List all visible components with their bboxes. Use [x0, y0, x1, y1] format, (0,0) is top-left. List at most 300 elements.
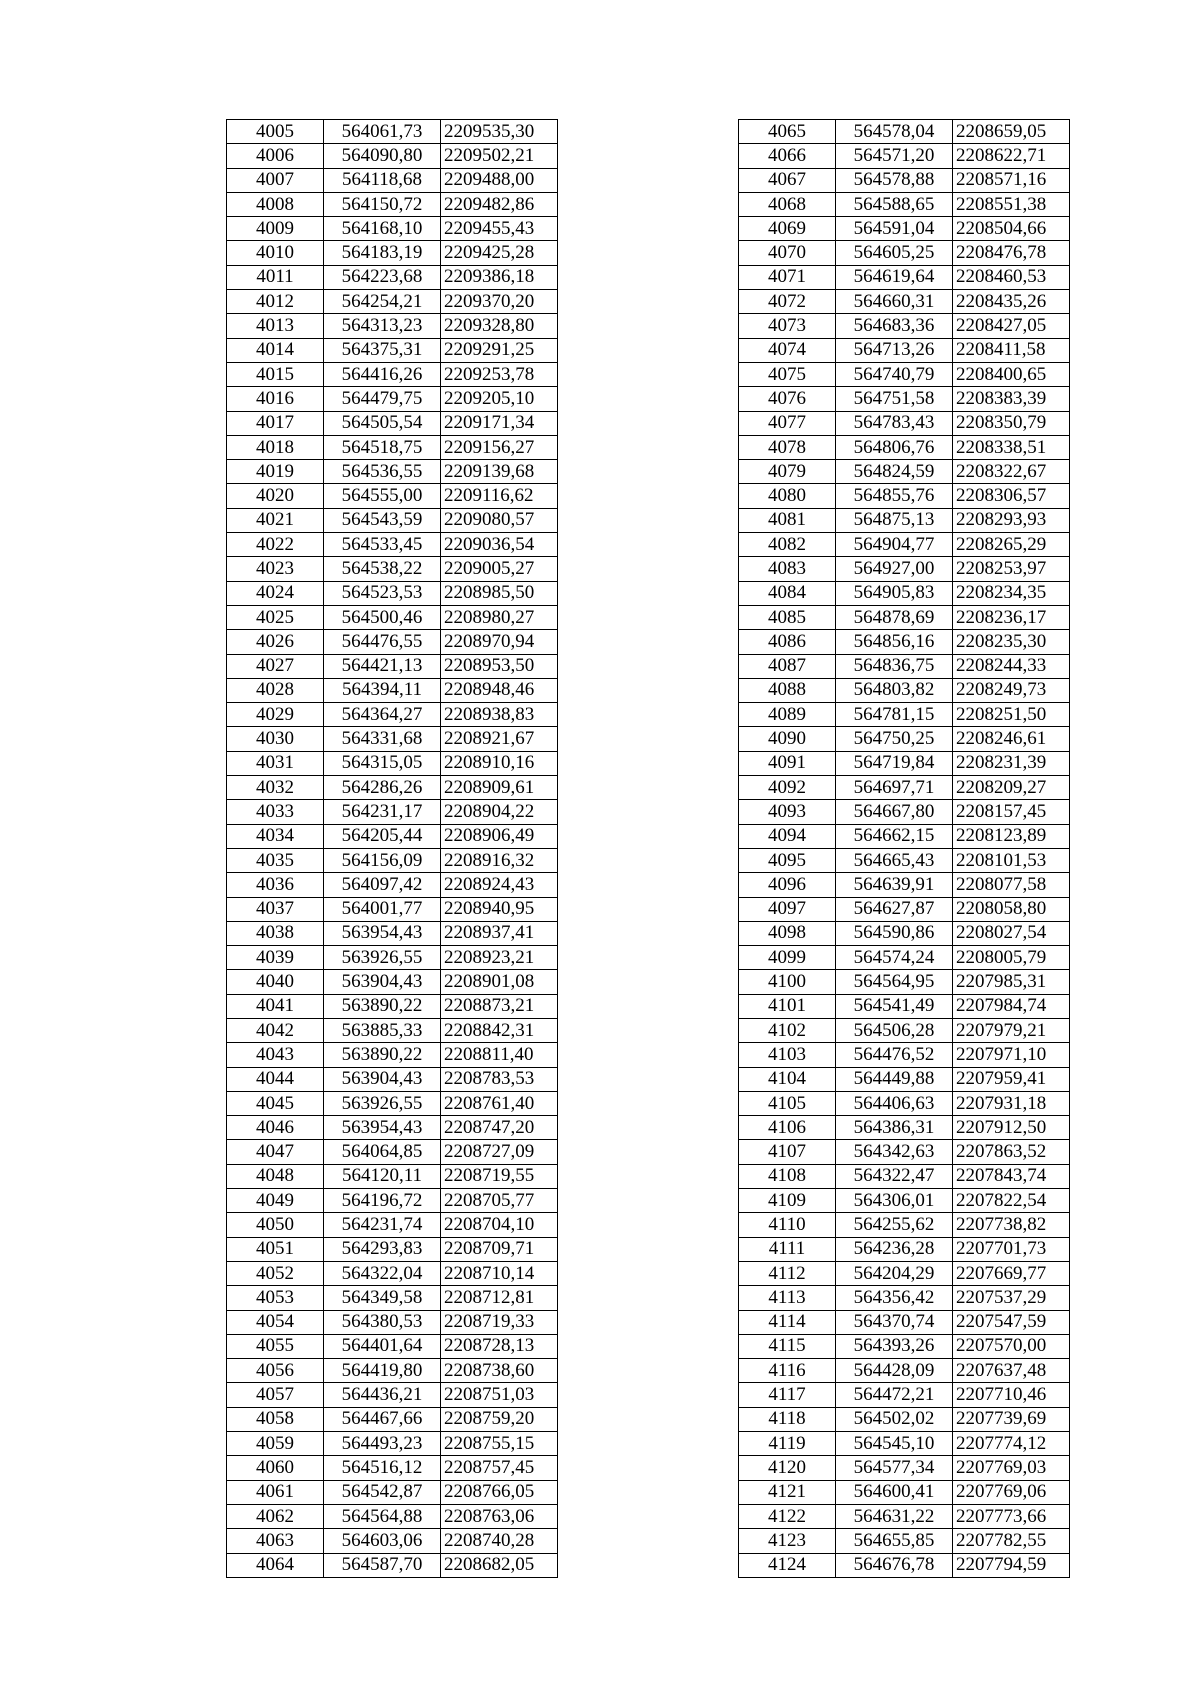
point-number-cell: 4101 — [739, 994, 836, 1018]
table-row — [739, 800, 1070, 824]
table-row — [227, 484, 558, 508]
table-row — [227, 654, 558, 678]
y-coordinate-cell: 2208253,97 — [953, 557, 1070, 581]
y-coordinate-cell: 2209036,54 — [441, 533, 558, 557]
point-number-cell: 4070 — [739, 241, 836, 265]
table-row — [227, 776, 558, 800]
y-coordinate-cell: 2208740,28 — [441, 1529, 558, 1553]
y-coordinate-cell: 2208757,45 — [441, 1456, 558, 1480]
x-coordinate-cell: 564571,20 — [836, 144, 953, 168]
y-coordinate-cell: 2209171,34 — [441, 411, 558, 435]
x-coordinate-cell: 564061,73 — [324, 120, 441, 144]
x-coordinate-cell: 564740,79 — [836, 362, 953, 386]
x-coordinate-cell: 564331,68 — [324, 727, 441, 751]
x-coordinate-cell: 564476,52 — [836, 1043, 953, 1067]
x-coordinate-cell: 564476,55 — [324, 630, 441, 654]
y-coordinate-cell: 2208738,60 — [441, 1359, 558, 1383]
x-coordinate-cell: 563885,33 — [324, 1018, 441, 1042]
point-number-cell: 4043 — [227, 1043, 324, 1067]
table-row — [227, 703, 558, 727]
point-number-cell: 4034 — [227, 824, 324, 848]
y-coordinate-cell: 2207774,12 — [953, 1432, 1070, 1456]
point-number-cell: 4008 — [227, 192, 324, 216]
y-coordinate-cell: 2208719,33 — [441, 1310, 558, 1334]
point-number-cell: 4123 — [739, 1529, 836, 1553]
point-number-cell: 4045 — [227, 1091, 324, 1115]
point-number-cell: 4014 — [227, 338, 324, 362]
point-number-cell: 4010 — [227, 241, 324, 265]
y-coordinate-cell: 2208435,26 — [953, 290, 1070, 314]
table-row — [227, 314, 558, 338]
table-row — [227, 1407, 558, 1431]
x-coordinate-cell: 564467,66 — [324, 1407, 441, 1431]
x-coordinate-cell: 564627,87 — [836, 897, 953, 921]
point-number-cell: 4098 — [739, 921, 836, 945]
table-row — [739, 1529, 1070, 1553]
table-row — [227, 605, 558, 629]
table-row — [227, 921, 558, 945]
x-coordinate-cell: 564600,41 — [836, 1480, 953, 1504]
x-coordinate-cell: 564449,88 — [836, 1067, 953, 1091]
x-coordinate-cell: 564416,26 — [324, 362, 441, 386]
y-coordinate-cell: 2208763,06 — [441, 1504, 558, 1528]
y-coordinate-cell: 2207863,52 — [953, 1140, 1070, 1164]
y-coordinate-cell: 2208909,61 — [441, 776, 558, 800]
table-row — [739, 776, 1070, 800]
table-row — [739, 605, 1070, 629]
point-number-cell: 4092 — [739, 776, 836, 800]
x-coordinate-cell: 564375,31 — [324, 338, 441, 362]
table-row — [739, 217, 1070, 241]
point-number-cell: 4038 — [227, 921, 324, 945]
x-coordinate-cell: 564750,25 — [836, 727, 953, 751]
y-coordinate-cell: 2208101,53 — [953, 848, 1070, 872]
y-coordinate-cell: 2208970,94 — [441, 630, 558, 654]
y-coordinate-cell: 2208921,67 — [441, 727, 558, 751]
point-number-cell: 4065 — [739, 120, 836, 144]
point-number-cell: 4025 — [227, 605, 324, 629]
x-coordinate-cell: 563904,43 — [324, 1067, 441, 1091]
y-coordinate-cell: 2209370,20 — [441, 290, 558, 314]
y-coordinate-cell: 2209156,27 — [441, 435, 558, 459]
table-row — [739, 751, 1070, 775]
point-number-cell: 4090 — [739, 727, 836, 751]
x-coordinate-cell: 564875,13 — [836, 508, 953, 532]
x-coordinate-cell: 564097,42 — [324, 873, 441, 897]
x-coordinate-cell: 564406,63 — [836, 1091, 953, 1115]
table-row — [739, 1043, 1070, 1067]
x-coordinate-cell: 564605,25 — [836, 241, 953, 265]
y-coordinate-cell: 2208709,71 — [441, 1237, 558, 1261]
x-coordinate-cell: 564878,69 — [836, 605, 953, 629]
x-coordinate-cell: 563890,22 — [324, 994, 441, 1018]
table-row — [227, 800, 558, 824]
y-coordinate-cell: 2208234,35 — [953, 581, 1070, 605]
point-number-cell: 4113 — [739, 1286, 836, 1310]
point-number-cell: 4011 — [227, 265, 324, 289]
x-coordinate-cell: 564394,11 — [324, 678, 441, 702]
table-row — [227, 338, 558, 362]
x-coordinate-cell: 564364,27 — [324, 703, 441, 727]
point-number-cell: 4055 — [227, 1334, 324, 1358]
point-number-cell: 4021 — [227, 508, 324, 532]
x-coordinate-cell: 564541,49 — [836, 994, 953, 1018]
point-number-cell: 4051 — [227, 1237, 324, 1261]
table-row — [739, 1432, 1070, 1456]
x-coordinate-cell: 564545,10 — [836, 1432, 953, 1456]
y-coordinate-cell: 2207984,74 — [953, 994, 1070, 1018]
x-coordinate-cell: 564204,29 — [836, 1261, 953, 1285]
point-number-cell: 4121 — [739, 1480, 836, 1504]
x-coordinate-cell: 563890,22 — [324, 1043, 441, 1067]
table-row — [227, 581, 558, 605]
x-coordinate-cell: 564751,58 — [836, 387, 953, 411]
x-coordinate-cell: 564254,21 — [324, 290, 441, 314]
y-coordinate-cell: 2207912,50 — [953, 1116, 1070, 1140]
x-coordinate-cell: 564927,00 — [836, 557, 953, 581]
y-coordinate-cell: 2209116,62 — [441, 484, 558, 508]
y-coordinate-cell: 2208504,66 — [953, 217, 1070, 241]
x-coordinate-cell: 563954,43 — [324, 1116, 441, 1140]
y-coordinate-cell: 2208901,08 — [441, 970, 558, 994]
table-row — [739, 1140, 1070, 1164]
point-number-cell: 4124 — [739, 1553, 836, 1577]
y-coordinate-cell: 2209291,25 — [441, 338, 558, 362]
point-number-cell: 4068 — [739, 192, 836, 216]
x-coordinate-cell: 563926,55 — [324, 946, 441, 970]
x-coordinate-cell: 564781,15 — [836, 703, 953, 727]
table-row — [739, 1334, 1070, 1358]
y-coordinate-cell: 2208659,05 — [953, 120, 1070, 144]
table-row — [227, 387, 558, 411]
point-number-cell: 4056 — [227, 1359, 324, 1383]
y-coordinate-cell: 2207570,00 — [953, 1334, 1070, 1358]
x-coordinate-cell: 564574,24 — [836, 946, 953, 970]
table-row — [227, 994, 558, 1018]
point-number-cell: 4071 — [739, 265, 836, 289]
x-coordinate-cell: 564293,83 — [324, 1237, 441, 1261]
table-row — [227, 533, 558, 557]
y-coordinate-cell: 2208682,05 — [441, 1553, 558, 1577]
table-row — [739, 460, 1070, 484]
y-coordinate-cell: 2208235,30 — [953, 630, 1070, 654]
point-number-cell: 4058 — [227, 1407, 324, 1431]
table-row — [227, 873, 558, 897]
y-coordinate-cell: 2208350,79 — [953, 411, 1070, 435]
y-coordinate-cell: 2207769,06 — [953, 1480, 1070, 1504]
x-coordinate-cell: 564667,80 — [836, 800, 953, 824]
x-coordinate-cell: 564578,04 — [836, 120, 953, 144]
x-coordinate-cell: 564538,22 — [324, 557, 441, 581]
y-coordinate-cell: 2207979,21 — [953, 1018, 1070, 1042]
table-row — [739, 314, 1070, 338]
x-coordinate-cell: 564506,28 — [836, 1018, 953, 1042]
point-number-cell: 4036 — [227, 873, 324, 897]
table-row — [227, 751, 558, 775]
y-coordinate-cell: 2207547,59 — [953, 1310, 1070, 1334]
y-coordinate-cell: 2208231,39 — [953, 751, 1070, 775]
table-row — [227, 265, 558, 289]
y-coordinate-cell: 2208727,09 — [441, 1140, 558, 1164]
point-number-cell: 4015 — [227, 362, 324, 386]
table-row — [227, 1091, 558, 1115]
y-coordinate-cell: 2209488,00 — [441, 168, 558, 192]
table-row — [739, 1091, 1070, 1115]
point-number-cell: 4110 — [739, 1213, 836, 1237]
y-coordinate-cell: 2209535,30 — [441, 120, 558, 144]
y-coordinate-cell: 2208985,50 — [441, 581, 558, 605]
table-row — [739, 1189, 1070, 1213]
y-coordinate-cell: 2208747,20 — [441, 1116, 558, 1140]
x-coordinate-cell: 564231,17 — [324, 800, 441, 824]
table-row — [227, 1480, 558, 1504]
x-coordinate-cell: 564587,70 — [324, 1553, 441, 1577]
point-number-cell: 4023 — [227, 557, 324, 581]
x-coordinate-cell: 564588,65 — [836, 192, 953, 216]
table-row — [227, 1067, 558, 1091]
table-row — [739, 508, 1070, 532]
point-number-cell: 4106 — [739, 1116, 836, 1140]
x-coordinate-cell: 564590,86 — [836, 921, 953, 945]
point-number-cell: 4091 — [739, 751, 836, 775]
x-coordinate-cell: 564223,68 — [324, 265, 441, 289]
table-row — [227, 970, 558, 994]
x-coordinate-cell: 563904,43 — [324, 970, 441, 994]
point-number-cell: 4009 — [227, 217, 324, 241]
point-number-cell: 4032 — [227, 776, 324, 800]
point-number-cell: 4118 — [739, 1407, 836, 1431]
table-row — [739, 120, 1070, 144]
x-coordinate-cell: 564205,44 — [324, 824, 441, 848]
table-row — [227, 1334, 558, 1358]
x-coordinate-cell: 564064,85 — [324, 1140, 441, 1164]
point-number-cell: 4035 — [227, 848, 324, 872]
table-row — [227, 678, 558, 702]
point-number-cell: 4079 — [739, 460, 836, 484]
point-number-cell: 4119 — [739, 1432, 836, 1456]
x-coordinate-cell: 564555,00 — [324, 484, 441, 508]
x-coordinate-cell: 564306,01 — [836, 1189, 953, 1213]
y-coordinate-cell: 2208338,51 — [953, 435, 1070, 459]
x-coordinate-cell: 564380,53 — [324, 1310, 441, 1334]
table-row — [227, 897, 558, 921]
point-number-cell: 4012 — [227, 290, 324, 314]
point-number-cell: 4107 — [739, 1140, 836, 1164]
table-row — [227, 1553, 558, 1577]
point-number-cell: 4007 — [227, 168, 324, 192]
y-coordinate-cell: 2208923,21 — [441, 946, 558, 970]
x-coordinate-cell: 564591,04 — [836, 217, 953, 241]
y-coordinate-cell: 2208246,61 — [953, 727, 1070, 751]
x-coordinate-cell: 564631,22 — [836, 1504, 953, 1528]
x-coordinate-cell: 564401,64 — [324, 1334, 441, 1358]
table-row — [739, 1480, 1070, 1504]
point-number-cell: 4029 — [227, 703, 324, 727]
x-coordinate-cell: 564428,09 — [836, 1359, 953, 1383]
y-coordinate-cell: 2208400,65 — [953, 362, 1070, 386]
y-coordinate-cell: 2209205,10 — [441, 387, 558, 411]
point-number-cell: 4069 — [739, 217, 836, 241]
x-coordinate-cell: 564533,45 — [324, 533, 441, 557]
point-number-cell: 4057 — [227, 1383, 324, 1407]
point-number-cell: 4105 — [739, 1091, 836, 1115]
point-number-cell: 4072 — [739, 290, 836, 314]
y-coordinate-cell: 2207822,54 — [953, 1189, 1070, 1213]
point-number-cell: 4013 — [227, 314, 324, 338]
y-coordinate-cell: 2207794,59 — [953, 1553, 1070, 1577]
table-row — [227, 824, 558, 848]
point-number-cell: 4074 — [739, 338, 836, 362]
y-coordinate-cell: 2208937,41 — [441, 921, 558, 945]
x-coordinate-cell: 564856,16 — [836, 630, 953, 654]
table-row — [739, 1018, 1070, 1042]
point-number-cell: 4047 — [227, 1140, 324, 1164]
y-coordinate-cell: 2209502,21 — [441, 144, 558, 168]
y-coordinate-cell: 2207769,03 — [953, 1456, 1070, 1480]
table-row — [739, 1237, 1070, 1261]
table-row — [739, 1504, 1070, 1528]
point-number-cell: 4103 — [739, 1043, 836, 1067]
y-coordinate-cell: 2208728,13 — [441, 1334, 558, 1358]
point-number-cell: 4099 — [739, 946, 836, 970]
point-number-cell: 4078 — [739, 435, 836, 459]
y-coordinate-cell: 2208427,05 — [953, 314, 1070, 338]
point-number-cell: 4093 — [739, 800, 836, 824]
point-number-cell: 4112 — [739, 1261, 836, 1285]
y-coordinate-cell: 2209005,27 — [441, 557, 558, 581]
y-coordinate-cell: 2208719,55 — [441, 1164, 558, 1188]
y-coordinate-cell: 2207637,48 — [953, 1359, 1070, 1383]
table-row — [739, 435, 1070, 459]
point-number-cell: 4046 — [227, 1116, 324, 1140]
point-number-cell: 4005 — [227, 120, 324, 144]
point-number-cell: 4088 — [739, 678, 836, 702]
y-coordinate-cell: 2208783,53 — [441, 1067, 558, 1091]
table-row — [227, 120, 558, 144]
y-coordinate-cell: 2207843,74 — [953, 1164, 1070, 1188]
table-row — [739, 387, 1070, 411]
table-row — [227, 1359, 558, 1383]
coordinates-table-left — [226, 119, 558, 1578]
y-coordinate-cell: 2208705,77 — [441, 1189, 558, 1213]
table-row — [227, 411, 558, 435]
x-coordinate-cell: 564578,88 — [836, 168, 953, 192]
y-coordinate-cell: 2207710,46 — [953, 1383, 1070, 1407]
point-number-cell: 4053 — [227, 1286, 324, 1310]
table-row — [227, 508, 558, 532]
x-coordinate-cell: 564502,02 — [836, 1407, 953, 1431]
point-number-cell: 4096 — [739, 873, 836, 897]
table-row — [739, 630, 1070, 654]
table-row — [739, 1407, 1070, 1431]
x-coordinate-cell: 564719,84 — [836, 751, 953, 775]
x-coordinate-cell: 564783,43 — [836, 411, 953, 435]
coordinates-table-right — [738, 119, 1070, 1578]
x-coordinate-cell: 564118,68 — [324, 168, 441, 192]
x-coordinate-cell: 564518,75 — [324, 435, 441, 459]
point-number-cell: 4040 — [227, 970, 324, 994]
x-coordinate-cell: 564393,26 — [836, 1334, 953, 1358]
y-coordinate-cell: 2208811,40 — [441, 1043, 558, 1067]
table-row — [227, 557, 558, 581]
y-coordinate-cell: 2209455,43 — [441, 217, 558, 241]
table-row — [739, 703, 1070, 727]
y-coordinate-cell: 2207738,82 — [953, 1213, 1070, 1237]
table-row — [739, 484, 1070, 508]
y-coordinate-cell: 2208904,22 — [441, 800, 558, 824]
y-coordinate-cell: 2207739,69 — [953, 1407, 1070, 1431]
table-row — [227, 1213, 558, 1237]
point-number-cell: 4077 — [739, 411, 836, 435]
point-number-cell: 4060 — [227, 1456, 324, 1480]
x-coordinate-cell: 564855,76 — [836, 484, 953, 508]
table-row — [739, 1310, 1070, 1334]
y-coordinate-cell: 2208910,16 — [441, 751, 558, 775]
y-coordinate-cell: 2207959,41 — [953, 1067, 1070, 1091]
point-number-cell: 4031 — [227, 751, 324, 775]
table-row — [227, 168, 558, 192]
table-row — [227, 946, 558, 970]
table-row — [739, 921, 1070, 945]
point-number-cell: 4028 — [227, 678, 324, 702]
x-coordinate-cell: 564655,85 — [836, 1529, 953, 1553]
y-coordinate-cell: 2208293,93 — [953, 508, 1070, 532]
table-row — [739, 338, 1070, 362]
table-row — [739, 1116, 1070, 1140]
table-row — [227, 848, 558, 872]
point-number-cell: 4089 — [739, 703, 836, 727]
x-coordinate-cell: 564255,62 — [836, 1213, 953, 1237]
point-number-cell: 4062 — [227, 1504, 324, 1528]
y-coordinate-cell: 2209482,86 — [441, 192, 558, 216]
x-coordinate-cell: 564516,12 — [324, 1456, 441, 1480]
y-coordinate-cell: 2207985,31 — [953, 970, 1070, 994]
y-coordinate-cell: 2208940,95 — [441, 897, 558, 921]
x-coordinate-cell: 564676,78 — [836, 1553, 953, 1577]
point-number-cell: 4017 — [227, 411, 324, 435]
x-coordinate-cell: 564322,04 — [324, 1261, 441, 1285]
point-number-cell: 4111 — [739, 1237, 836, 1261]
y-coordinate-cell: 2208766,05 — [441, 1480, 558, 1504]
x-coordinate-cell: 564905,83 — [836, 581, 953, 605]
table-row — [739, 654, 1070, 678]
point-number-cell: 4066 — [739, 144, 836, 168]
table-row — [227, 1116, 558, 1140]
table-row — [227, 241, 558, 265]
point-number-cell: 4104 — [739, 1067, 836, 1091]
table-row — [739, 1359, 1070, 1383]
table-row — [739, 994, 1070, 1018]
y-coordinate-cell: 2209425,28 — [441, 241, 558, 265]
x-coordinate-cell: 564322,47 — [836, 1164, 953, 1188]
y-coordinate-cell: 2208953,50 — [441, 654, 558, 678]
y-coordinate-cell: 2208948,46 — [441, 678, 558, 702]
point-number-cell: 4050 — [227, 1213, 324, 1237]
x-coordinate-cell: 564665,43 — [836, 848, 953, 872]
point-number-cell: 4054 — [227, 1310, 324, 1334]
x-coordinate-cell: 564639,91 — [836, 873, 953, 897]
table-row — [739, 1553, 1070, 1577]
point-number-cell: 4037 — [227, 897, 324, 921]
table-row — [227, 1237, 558, 1261]
table-row — [227, 362, 558, 386]
y-coordinate-cell: 2208710,14 — [441, 1261, 558, 1285]
y-coordinate-cell: 2209386,18 — [441, 265, 558, 289]
x-coordinate-cell: 564156,09 — [324, 848, 441, 872]
point-number-cell: 4117 — [739, 1383, 836, 1407]
y-coordinate-cell: 2208551,38 — [953, 192, 1070, 216]
x-coordinate-cell: 564683,36 — [836, 314, 953, 338]
